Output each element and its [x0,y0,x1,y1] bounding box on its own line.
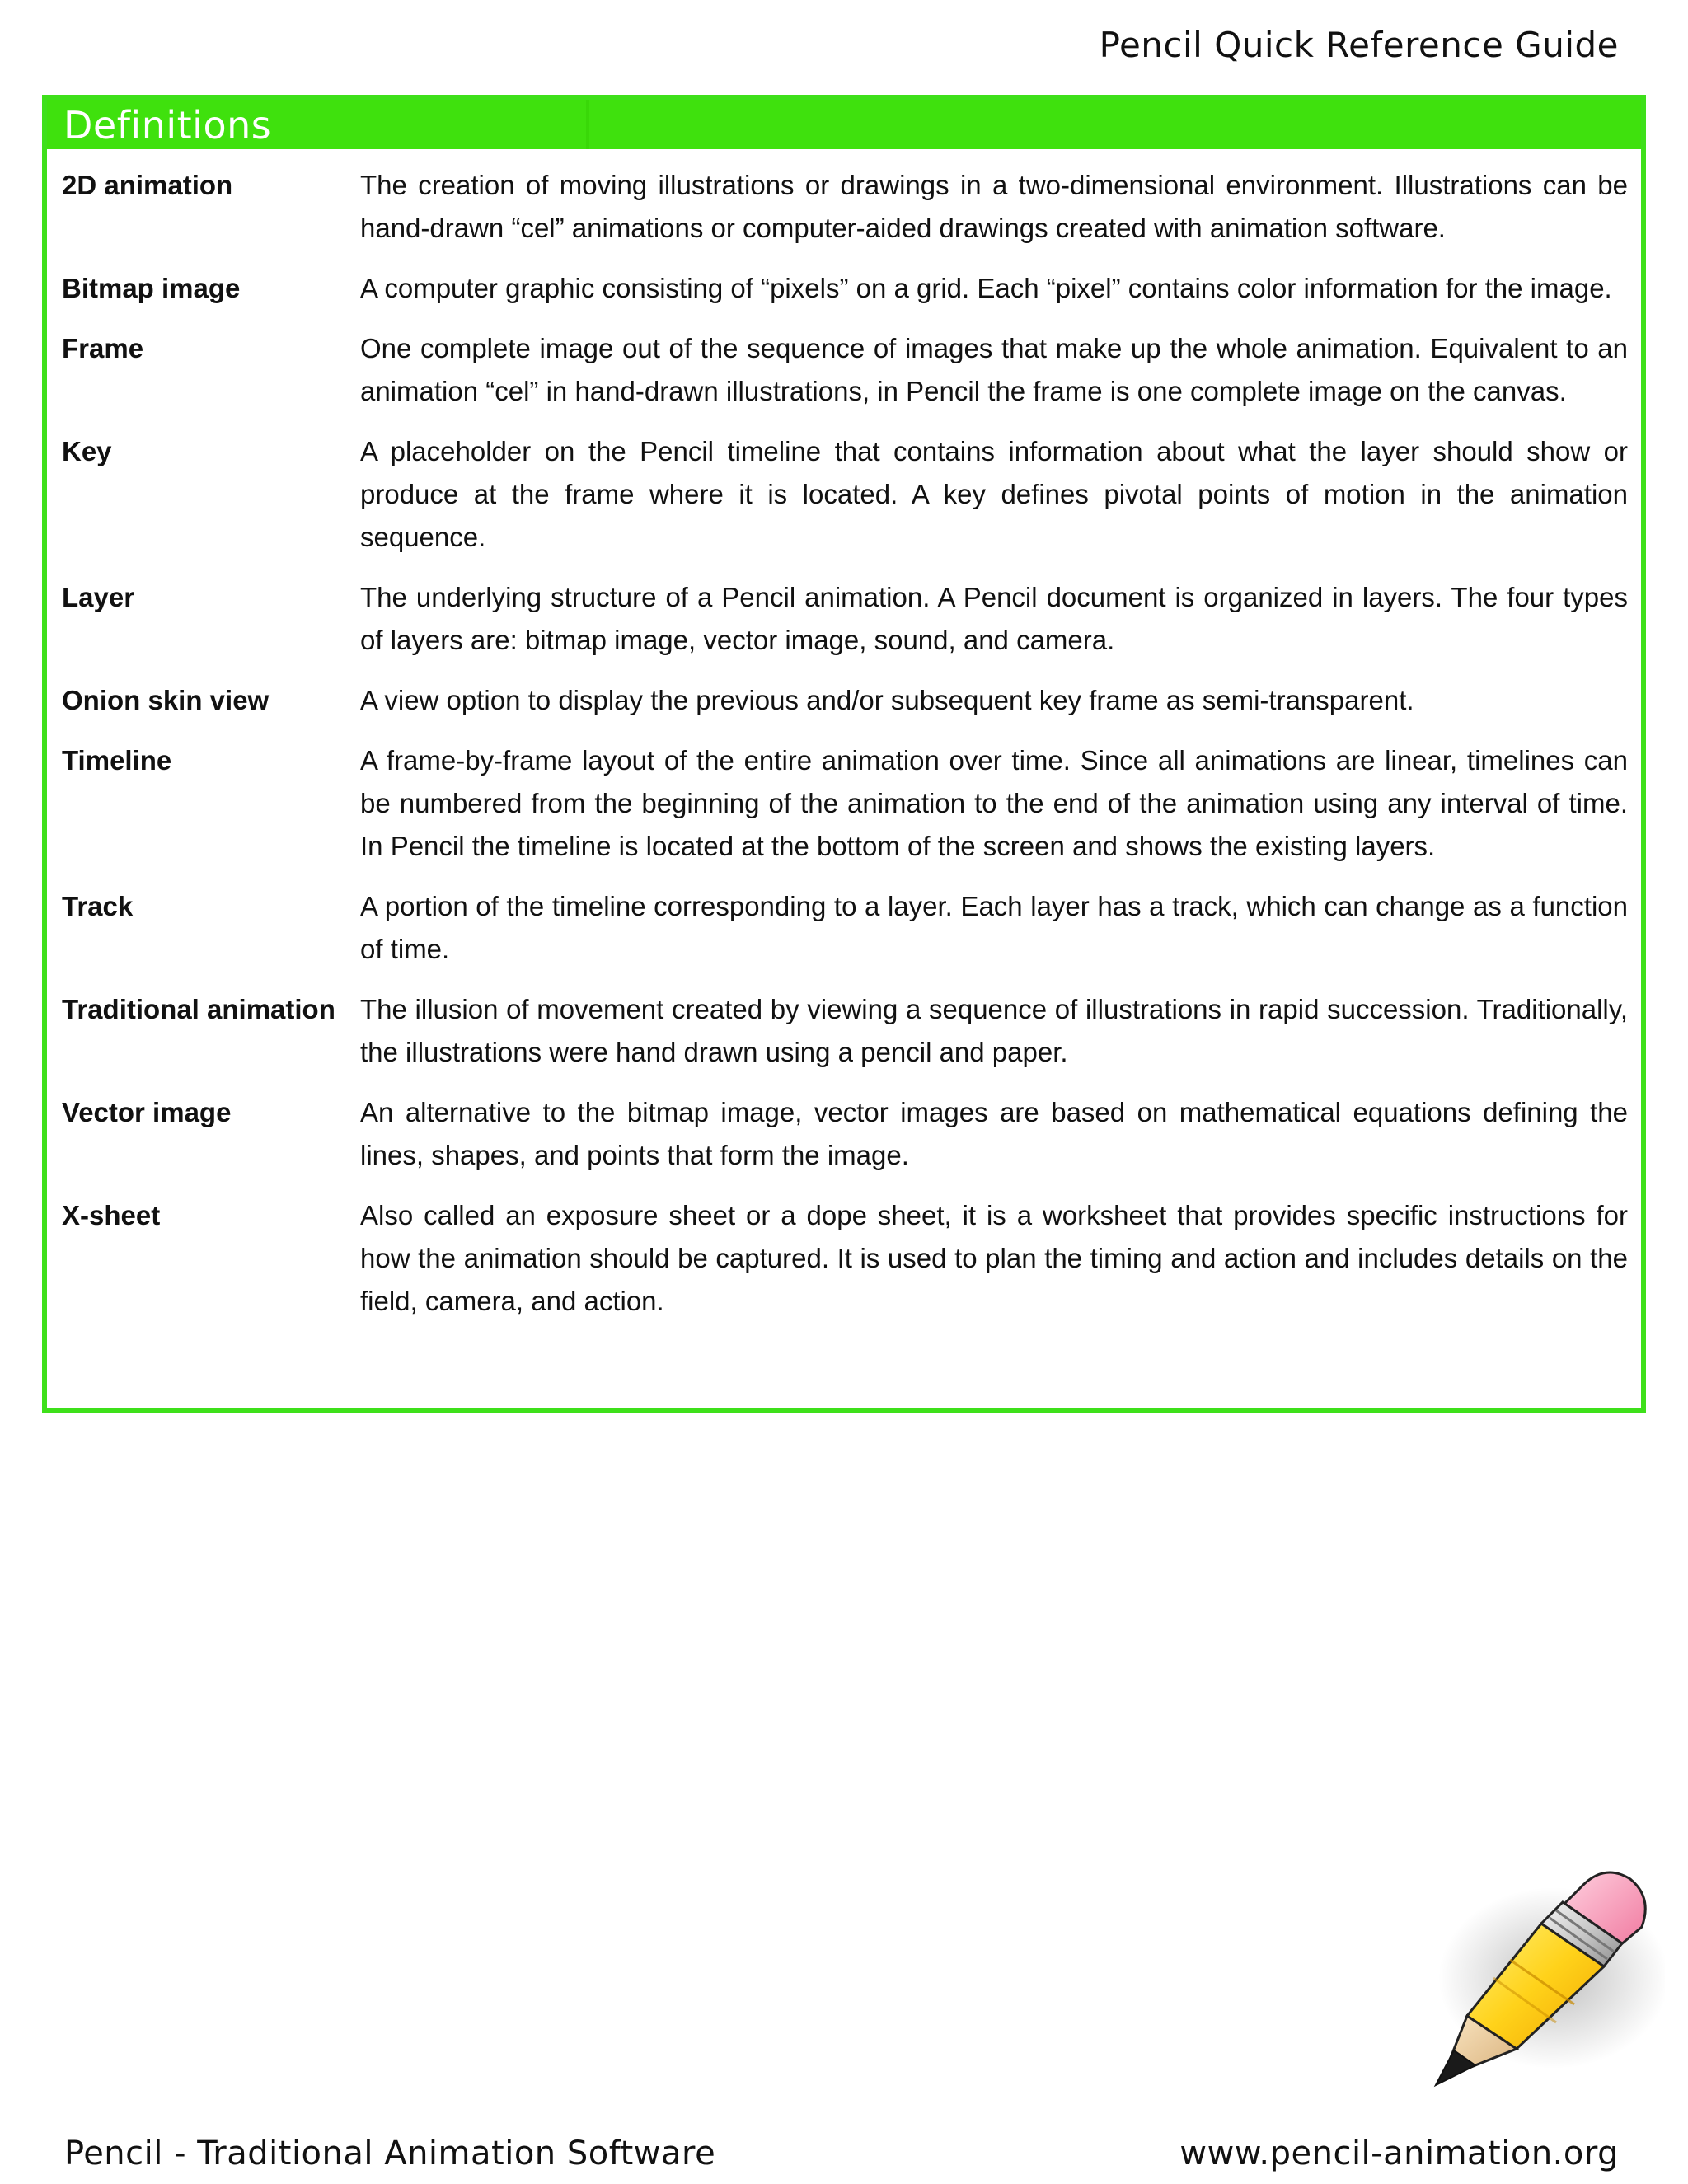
definition-term: Vector image [62,1097,232,1127]
definition-row [62,576,1628,662]
definition-row [62,1194,1628,1323]
definition-term: Track [62,891,134,921]
definition-text: A frame-by-frame layout of the entire animation over time. Since all animations are linear, timelines can be numbered from the beginning of the animation to the end of the animation using any interval of time. In Pencil the timeline is located at the bottom of the screen and shows the existing layers. [360,745,1628,861]
definitions-heading: Definitions [63,103,272,148]
definition-term: Frame [62,333,144,363]
definition-text: The underlying structure of a Pencil animation. A Pencil document is organized in layers. The four types of layers are: bitmap image, vector image, sound, and camera. [360,582,1628,655]
definitions-panel [42,95,1646,1413]
definition-term: Bitmap image [62,273,241,303]
definition-term: Onion skin view [62,685,270,715]
definition-term: Layer [62,582,135,612]
definition-text: The illusion of movement created by viewing a sequence of illustrations in rapid succession. Traditionally, the illustrations were hand drawn using a pencil and paper. [360,994,1628,1067]
definition-row [62,885,1628,971]
footer-website-link[interactable]: www.pencil-animation.org [1179,2135,1619,2172]
definition-term: Key [62,436,112,466]
footer-software-name: Pencil - Traditional Animation Software [64,2135,716,2172]
definition-text: The creation of moving illustrations or drawings in a two-dimensional environment. Illustrations can be hand-drawn “cel” animations or computer-aided drawings created with animation software. [360,170,1628,243]
definition-term: Timeline [62,745,172,776]
definition-text: Also called an exposure sheet or a dope sheet, it is a worksheet that provides specific instructions for how the animation should be captured. It is used to plan the timing and action and includes details on the field, camera, and action. [360,1200,1628,1316]
definition-text: One complete image out of the sequence of images that make up the whole animation. Equivalent to an animation “cel” in hand-drawn illustrations, in Pencil the frame is one complete image on the canvas. [360,333,1628,406]
definition-row [62,988,1628,1074]
definition-term: Traditional animation [62,994,335,1024]
header-divider [586,100,589,149]
definition-text: An alternative to the bitmap image, vector images are based on mathematical equations defining the lines, shapes, and points that form the image. [360,1097,1628,1170]
definition-text: A placeholder on the Pencil timeline that contains information about what the layer should show or produce at the frame where it is located. A key defines pivotal points of motion in the animation sequence. [360,436,1628,552]
definitions-header [47,100,1641,149]
definition-row [62,164,1628,250]
definition-row [62,739,1628,868]
definition-row [62,430,1628,559]
definition-row [62,1091,1628,1177]
definition-term: X-sheet [62,1200,161,1230]
definition-text: A portion of the timeline corresponding to a layer. Each layer has a track, which can change as a function of time. [360,891,1628,964]
definition-row [62,679,1628,722]
document-title: Pencil Quick Reference Guide [1099,25,1619,65]
definition-row [62,327,1628,413]
definition-text: A view option to display the previous and/or subsequent key frame as semi-transparent. [360,685,1414,715]
definition-term: 2D animation [62,170,233,200]
definition-text: A computer graphic consisting of “pixels” on a grid. Each “pixel” contains color information for the image. [360,273,1612,303]
pencil-icon [1418,1854,1665,2093]
definitions-list [62,164,1628,1340]
definition-row [62,267,1628,310]
